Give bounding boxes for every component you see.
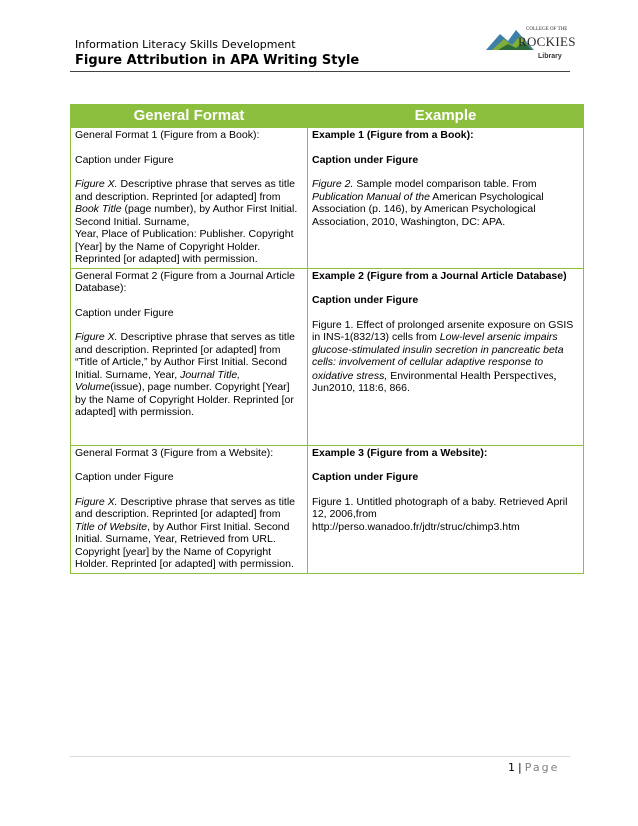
format-heading: General Format 1 (Figure from a Book): (75, 129, 260, 141)
footer-divider (70, 756, 570, 757)
header-subtitle: Information Literacy Skills Development (75, 38, 296, 51)
general-format-cell (71, 268, 308, 445)
caption-label: Caption under Figure (312, 294, 419, 306)
document-title: Figure Attribution in APA Writing Style (75, 53, 360, 68)
example-cell (308, 268, 584, 445)
general-format-cell (71, 445, 308, 573)
caption-label: Caption under Figure (75, 153, 174, 166)
page-word: Page (524, 761, 560, 774)
table-row (71, 128, 584, 269)
caption-label: Caption under Figure (75, 471, 174, 483)
college-logo (486, 24, 576, 68)
table-header-row (71, 105, 584, 128)
col-header-general-format: General Format (71, 105, 308, 128)
caption-label: Caption under Figure (312, 471, 419, 483)
format-body: Figure X. Descriptive phrase that serves as title and description. Reprinted [or adapted] from Title of Website, by Author First Initial. Second Initial. Surname, Year, Retrieved from URL. Copyright [year] by the Name of Copyright Holder. Reprinted [or adapted] with permission. (75, 495, 296, 570)
example-cell (308, 445, 584, 573)
example-heading: Example 3 (Figure from a Website): (312, 446, 488, 459)
example-heading: Example 2 (Figure from a Journal Article Database) (312, 269, 567, 282)
logo-line1: COLLEGE OF THE (526, 27, 568, 32)
page-number: 1 (508, 761, 515, 774)
general-format-cell (71, 128, 308, 269)
col-header-example: Example (308, 105, 584, 128)
page-footer (508, 761, 559, 774)
logo-line2: ROCKIES (518, 34, 576, 49)
format-body: Figure X. Descriptive phrase that serves as title and description. Reprinted [or adapted] from “Title of Article,” by Author First Initial. Second Initial. Surname, Year, Journal Title, Volume(issue), page number. Copyright [Year] by the Name of Copyright Holder. Reprinted [or adapted] with permission. (75, 331, 296, 418)
caption-label: Caption under Figure (75, 306, 174, 319)
example-cell (308, 128, 584, 269)
format-body: Figure X. Descriptive phrase that serves as title and description. Reprinted [or adapted] from Book Title (page number), by Author First Initial. Second Initial. Surname, Year, Place of Publication: Publisher. Copyright [Year] by the Name of Copyright Holder. Reprinted [or adapted] with permission. (75, 178, 298, 265)
example-body: Figure 2. Sample model comparison table. From Publication Manual of the American Psychological Association (p. 146), by American Psychological Association, 2010, Washington, DC: APA. (312, 178, 544, 228)
example-heading: Example 1 (Figure from a Book): (312, 129, 474, 141)
format-heading: General Format 3 (Figure from a Website): (75, 446, 274, 459)
footer-separator: | (518, 761, 522, 774)
table-row (71, 445, 584, 573)
logo-line3: Library (538, 53, 562, 60)
header-divider (70, 71, 570, 72)
caption-label: Caption under Figure (312, 153, 419, 166)
format-heading: General Format 2 (Figure from a Journal Article Database): (75, 269, 295, 294)
format-table (70, 104, 584, 574)
example-body: Figure 1. Effect of prolonged arsenite exposure on GSIS in INS-1(832/13) cells from Low-level arsenic impairs glucose-stimulated insulin secretion in pancreatic beta cells: involvement of cellular adaptive response to oxidative stress, Environmental Health Perspectives, Jun2010, 118:6, 866. (312, 318, 574, 394)
table-row (71, 268, 584, 445)
example-body: Figure 1. Untitled photograph of a baby. Retrieved April 12, 2006,from http://perso.wanadoo.fr/jdtr/struc/chimp3.htm (312, 495, 568, 533)
